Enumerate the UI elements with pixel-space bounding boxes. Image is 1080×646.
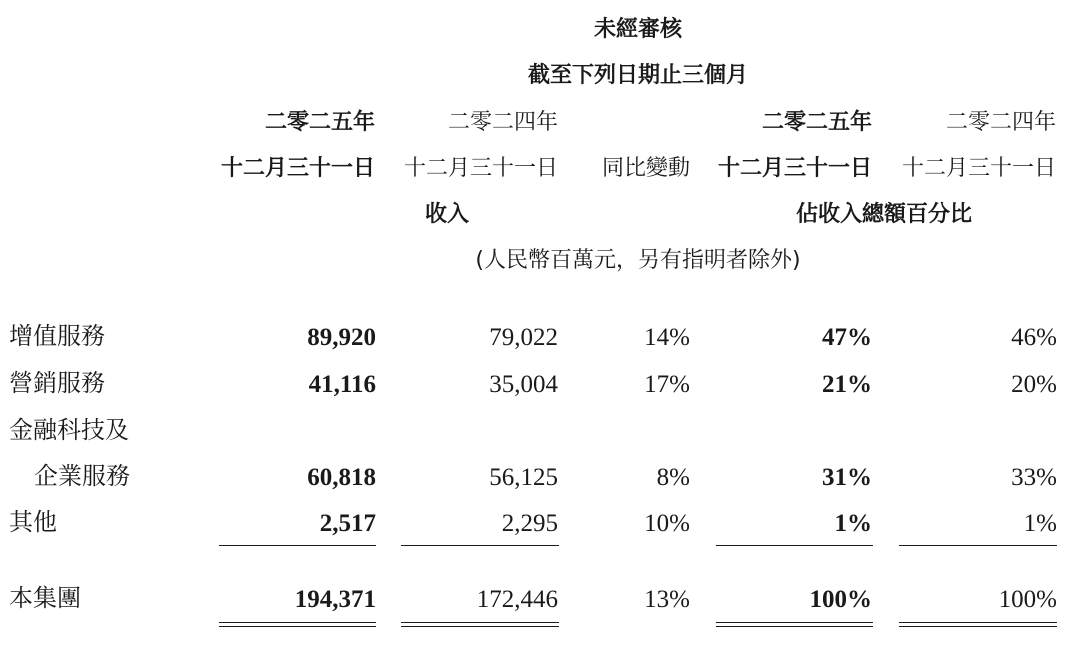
subtotal-rule-col5 xyxy=(899,545,1057,546)
row-total-2024: 172,446 xyxy=(476,586,558,613)
total-double-rule-col1 xyxy=(219,622,376,627)
row-label-marketing: 營銷服務 xyxy=(9,369,105,397)
row-total-pct-2024: 100% xyxy=(998,586,1057,613)
header-period: 截至下列日期止三個月 xyxy=(527,63,749,88)
header-col5-date: 十二月三十一日 xyxy=(901,156,1056,181)
header-col2-date: 十二月三十一日 xyxy=(403,156,558,181)
row-others-pct-2025: 1% xyxy=(834,510,872,537)
row-total-2025: 194,371 xyxy=(294,586,376,613)
row-fintech-2024: 56,125 xyxy=(489,464,558,491)
row-fintech-pct-2024: 33% xyxy=(1011,464,1057,491)
row-label-vas: 增值服務 xyxy=(9,322,105,350)
header-col1-year: 二零二五年 xyxy=(264,110,375,135)
row-label-fintech-line2: 企業服務 xyxy=(34,462,130,490)
row-marketing-2025: 41,116 xyxy=(308,371,376,398)
row-total-yoy: 13% xyxy=(644,586,690,613)
row-others-2025: 2,517 xyxy=(319,510,376,537)
row-marketing-pct-2025: 21% xyxy=(822,371,872,398)
row-label-total: 本集團 xyxy=(9,584,81,612)
row-fintech-yoy: 8% xyxy=(656,464,690,491)
header-unit-note: (人民幣百萬元，另有指明者除外) xyxy=(475,248,801,273)
row-label-others: 其他 xyxy=(9,508,57,536)
header-col2-year: 二零二四年 xyxy=(447,110,558,135)
row-marketing-2024: 35,004 xyxy=(489,371,558,398)
row-vas-2025: 89,920 xyxy=(307,324,376,351)
header-col5-year: 二零二四年 xyxy=(945,110,1056,135)
total-double-rule-col5 xyxy=(899,622,1057,627)
row-vas-2024: 79,022 xyxy=(489,324,558,351)
subtotal-rule-col2 xyxy=(401,545,559,546)
row-fintech-2025: 60,818 xyxy=(307,464,376,491)
total-double-rule-col4 xyxy=(716,622,873,627)
row-marketing-yoy: 17% xyxy=(644,371,690,398)
row-others-yoy: 10% xyxy=(644,510,690,537)
header-pct-group: 佔收入總額百分比 xyxy=(795,202,973,227)
header-revenue-group: 收入 xyxy=(424,202,470,227)
row-vas-yoy: 14% xyxy=(644,324,690,351)
header-col4-year: 二零二五年 xyxy=(761,110,872,135)
total-double-rule-col2 xyxy=(401,622,559,627)
subtotal-rule-col1 xyxy=(219,545,376,546)
header-yoy-label: 同比變動 xyxy=(601,156,690,181)
row-marketing-pct-2024: 20% xyxy=(1011,371,1057,398)
row-others-2024: 2,295 xyxy=(501,510,558,537)
row-total-pct-2025: 100% xyxy=(809,586,872,613)
row-label-fintech-line1: 金融科技及 xyxy=(9,416,129,444)
row-vas-pct-2025: 47% xyxy=(822,324,872,351)
header-col1-date: 十二月三十一日 xyxy=(220,156,375,181)
subtotal-rule-col4 xyxy=(716,545,873,546)
row-others-pct-2024: 1% xyxy=(1023,510,1057,537)
row-vas-pct-2024: 46% xyxy=(1011,324,1057,351)
header-col4-date: 十二月三十一日 xyxy=(717,156,872,181)
header-unaudited: 未經審核 xyxy=(593,17,683,42)
row-fintech-pct-2025: 31% xyxy=(822,464,872,491)
